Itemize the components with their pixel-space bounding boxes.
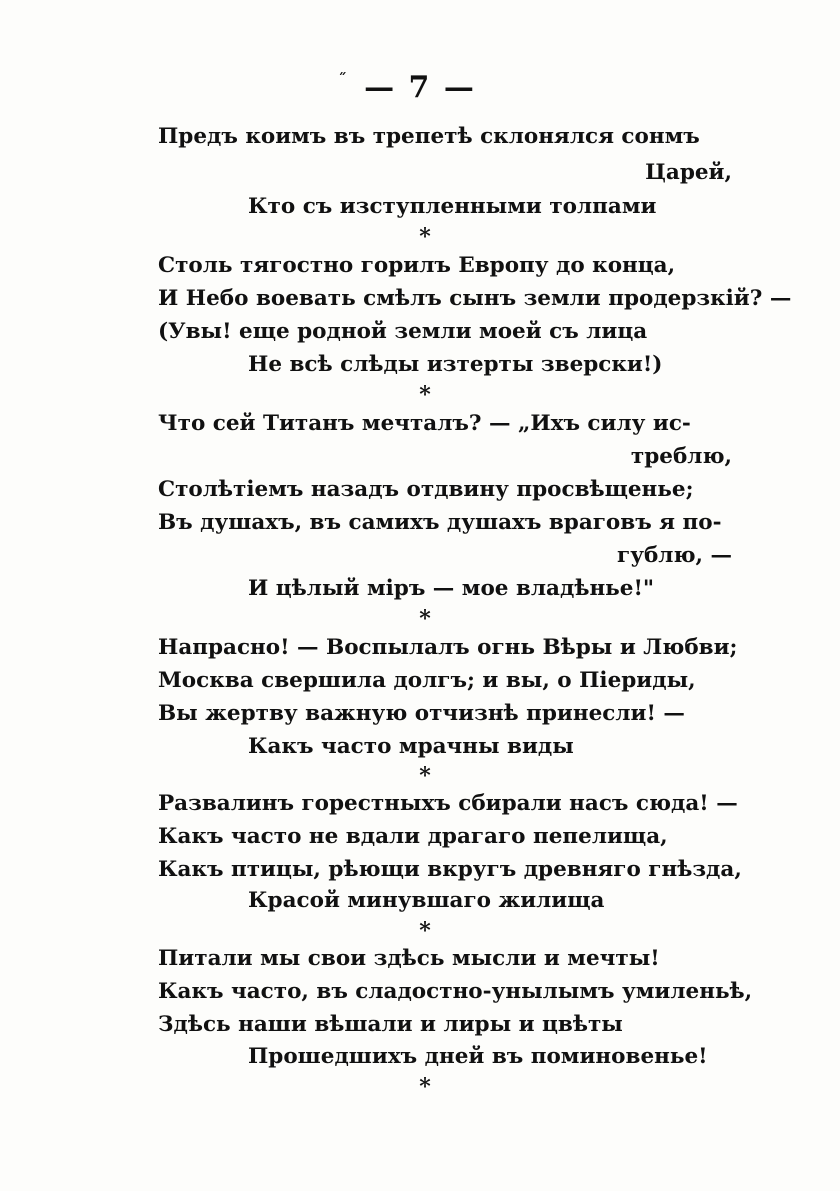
verse-line: Красой минувшаго жилища <box>248 888 605 913</box>
page-number-header: — 7 — <box>364 70 476 105</box>
verse-line: Вы жертву важную отчизнѣ принесли! — <box>158 701 685 726</box>
verse-line: Питали мы свои здѣсь мысли и мечты! <box>158 946 660 971</box>
verse-line: Прошедшихъ дней въ поминовенье! <box>248 1044 708 1069</box>
stanza-separator: * <box>419 382 431 408</box>
verse-line: Столѣтіемъ назадъ отдвину просвѣщенье; <box>158 477 694 502</box>
verse-line-continuation: Царей, <box>645 160 732 185</box>
stanza-separator: * <box>419 763 431 789</box>
verse-line-continuation: гублю, — <box>617 543 732 568</box>
verse-line: Какъ птицы, рѣющи вкругъ древняго гнѣзда, <box>158 857 742 882</box>
verse-line: Столь тягостно горилъ Европу до конца, <box>158 253 676 278</box>
stanza-separator: * <box>419 606 431 632</box>
stanza-separator: * <box>419 918 431 944</box>
verse-line: Москва свершила долгъ; и вы, о Піериды, <box>158 668 696 693</box>
verse-line: Въ душахъ, въ самихъ душахъ враговъ я по- <box>158 510 722 535</box>
verse-line-continuation: треблю, <box>630 444 732 469</box>
verse-line: Что сей Титанъ мечталъ? — „Ихъ силу ис- <box>158 411 691 436</box>
verse-line: И Небо воевать смѣлъ сынъ земли продерзкій? — <box>158 286 792 311</box>
verse-line: Какъ часто мрачны виды <box>248 734 574 759</box>
verse-line: Какъ часто не вдали драгаго пепелища, <box>158 824 668 849</box>
verse-line: Какъ часто, въ сладостно-унылымъ умиленьѣ, <box>158 979 753 1004</box>
verse-line: И цѣлый міръ — мое владѣнье!" <box>248 576 655 601</box>
stanza-separator: * <box>419 1074 431 1100</box>
verse-line: Предъ коимъ въ трепетѣ склонялся сонмъ <box>158 124 700 149</box>
stanza-separator: * <box>419 224 431 250</box>
verse-line: (Увы! еще родной земли моей съ лица <box>158 319 648 344</box>
verse-line: Здѣсь наши вѣшали и лиры и цвѣты <box>158 1012 623 1037</box>
verse-line: Кто съ изступленными толпами <box>248 194 657 219</box>
page-mark: ˝ <box>338 70 346 89</box>
verse-line: Развалинъ горестныхъ сбирали насъ сюда! — <box>158 791 738 816</box>
verse-line: Не всѣ слѣды изтерты зверски!) <box>248 352 663 377</box>
verse-line: Напрасно! — Воспылалъ огнь Вѣры и Любви; <box>158 635 738 660</box>
